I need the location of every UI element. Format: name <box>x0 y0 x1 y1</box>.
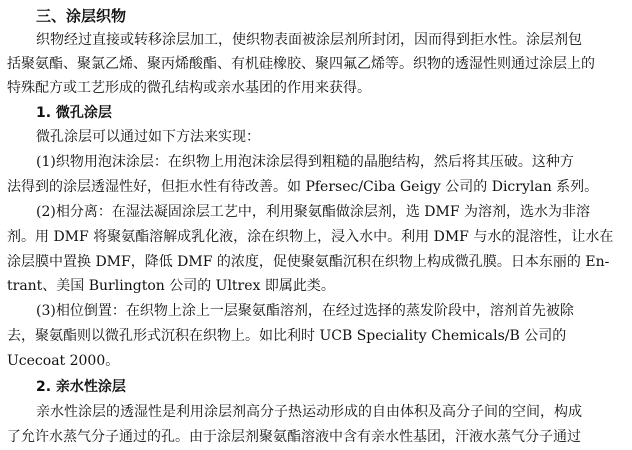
item-2-line-2: 剂。用 DMF 将聚氨酯溶解成乳化液，涂在织物上，浸入水中。利用 DMF 与水的混溶性，让水在 <box>7 229 614 245</box>
hydrophilic-line-1: 亲水性涂层的透湿性是利用涂层剂高分子热运动形成的自由体积及高分子间的空间，构成 <box>36 404 582 420</box>
subsection-heading-micropore: 1. 微孔涂层 <box>36 105 112 121</box>
item-3-line-3: Ucecoat 2000。 <box>7 353 120 369</box>
item-1-line-1: (1)织物用泡沫涂层：在织物上用泡沫涂层得到粗糙的晶胞结构，然后将其压破。这种方 <box>36 154 574 170</box>
subsection-heading-hydrophilic: 2. 亲水性涂层 <box>36 379 126 395</box>
item-3-line-1: (3)相位倒置：在织物上涂上一层聚氨酯溶剂，在经过选择的蒸发阶段中，溶剂首先被除 <box>36 303 574 319</box>
item-2-line-4: trant、美国 Burlington 公司的 Ultrex 即属此类。 <box>7 278 335 294</box>
hydrophilic-line-2: 了允许水蒸气分子通过的孔。由于涂层剂聚氨酯溶液中含有亲水性基团，汗液水蒸气分子通过 <box>7 429 581 445</box>
intro-line-2: 括聚氨酯、聚氯乙烯、聚丙烯酸酯、有机硅橡胶、聚四氟乙烯等。织物的透湿性则通过涂层上的 <box>7 56 595 72</box>
item-2-line-1: (2)相分离：在湿法凝固涂层工艺中，利用聚氨酯做涂层剂，选 DMF 为溶剂，选水为非溶 <box>36 204 591 220</box>
item-3-line-2: 去，聚氨酯则以微孔形式沉积在织物上。如比利时 UCB Speciality Chemicals/B 公司的 <box>7 328 567 344</box>
intro-line-1: 织物经过直接或转移涂层加工，使织物表面被涂层剂所封闭，因而得到拒水性。涂层剂包 <box>36 32 582 48</box>
section-heading: 三、涂层织物 <box>36 7 127 25</box>
item-2-line-3: 涂层膜中置换 DMF，降低 DMF 的浓度，促使聚氨酯沉积在织物上构成微孔膜。日本东丽的 En- <box>7 254 610 270</box>
intro-line-3: 特殊配方或工艺形成的微孔结构或亲水基团的作用来获得。 <box>7 80 371 96</box>
micropore-intro: 微孔涂层可以通过如下方法来实现： <box>36 129 260 145</box>
item-1-line-2: 法得到的涂层透湿性好，但拒水性有待改善。如 Pfersec/Ciba Geigy 公司的 Dicrylan 系列。 <box>7 179 599 195</box>
